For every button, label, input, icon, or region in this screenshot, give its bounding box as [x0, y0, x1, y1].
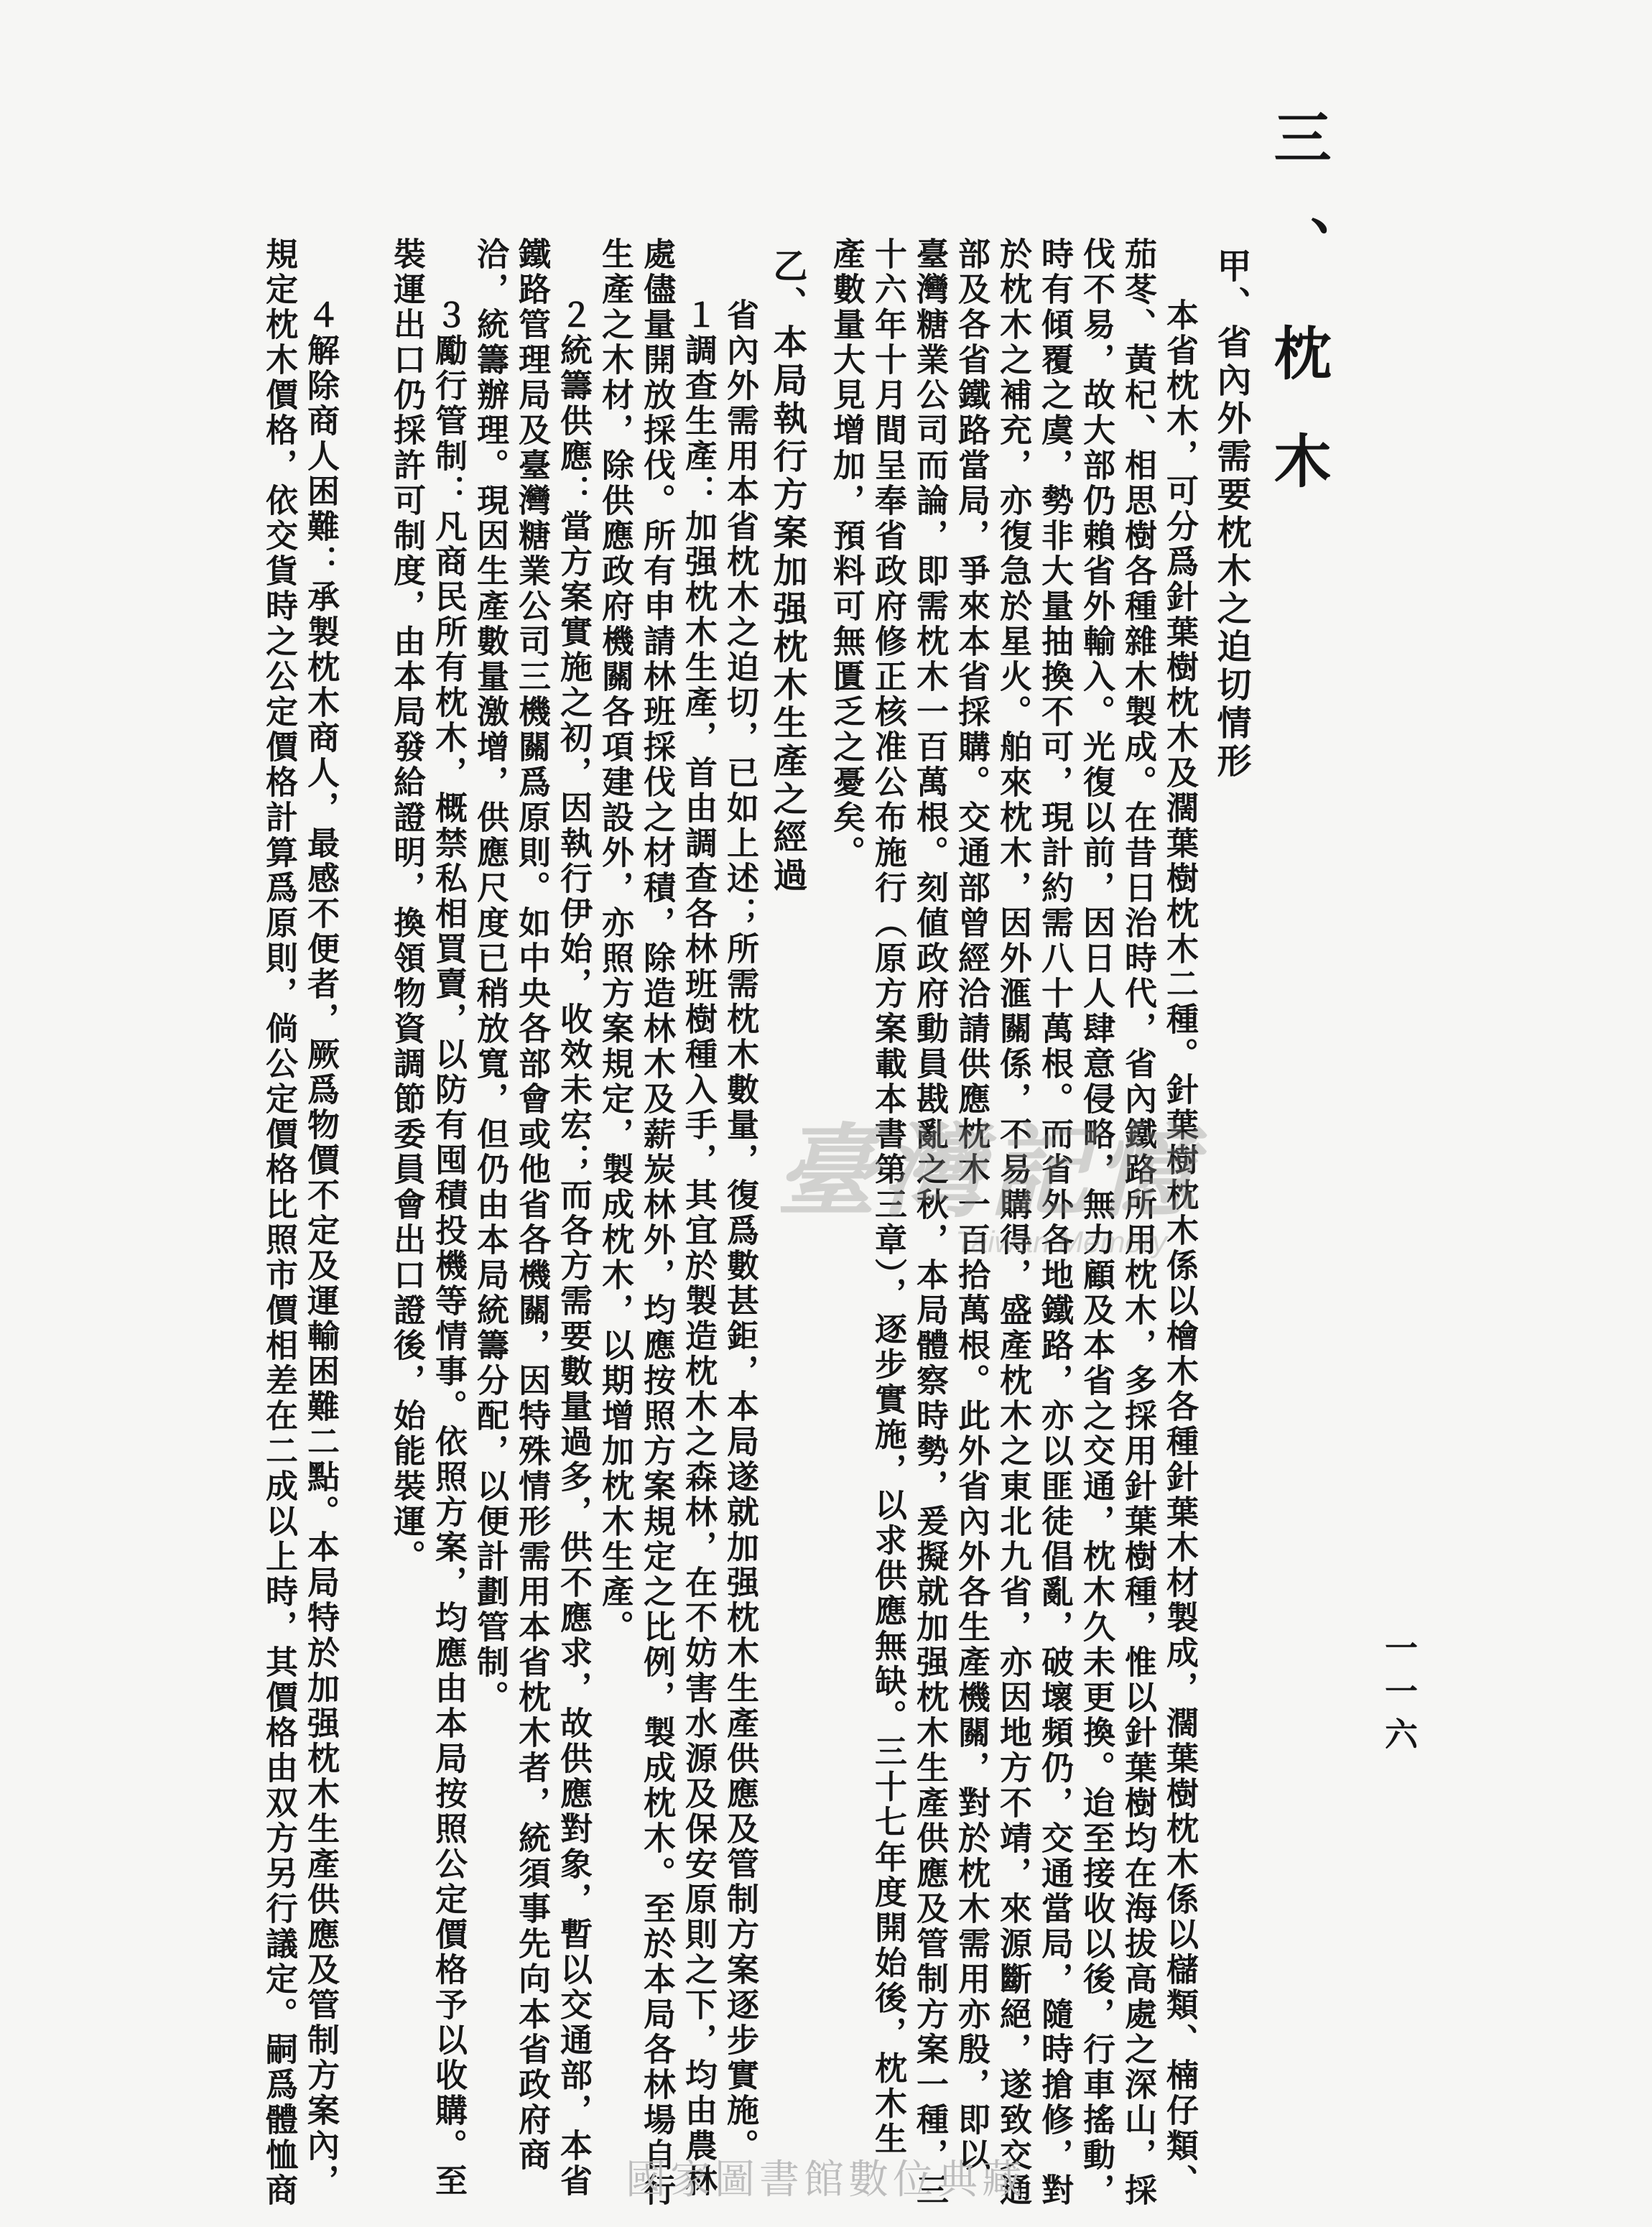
section-a-line-9: 產數量大見增加，預料可無匱乏之憂矣。 [827, 237, 866, 871]
footer-collection-label: 國家圖書館數位典藏 [626, 2157, 1026, 2203]
section-a-line-2: 茄苳、黃杞、相思樹各種雜木製成。在昔日治時代，省內鐵路所用枕木，多採用針葉樹種，惟以針葉樹均在海拔高處之深山，採 [1119, 237, 1157, 2208]
watermark-latin: Taiwan Memory [955, 1225, 1167, 1259]
section-b-line-4: 生產之木材，除供應政府機關各項建設外，亦照方案規定，製成枕木，以期增加枕木生產。 [596, 237, 634, 1645]
section-b-heading: 乙、本局執行方案加强枕木生產之經過 [767, 248, 807, 895]
section-b-line-3: 處儘量開放採伐。所有申請林班採伐之材積，除造林木及薪炭林外，均應按照方案規定之比例，製成枕木。至於本局各林場自行 [638, 237, 676, 2208]
section-b-line-9: 裝運出口仍採許可制度，由本局發給證明，換領物資調節委員會出口證後，始能裝運。 [388, 237, 426, 1575]
section-a-line-4: 時有傾覆之虞，勢非大量抽換不可，現計約需八十萬根。而省外各地鐵路，亦以匪徒倡亂，破壞頻仍，交通當局，隨時搶修，對 [1036, 237, 1074, 2208]
section-b-line-2: １調查生產：加强枕木生產，首由調查各林班樹種入手，其宜於製造枕木之森林，在不妨害水源及保安原則之下，均由農林 [679, 298, 718, 2199]
section-b-line-11: 規定枕木價格，依交貨時之公定價格計算爲原則，倘公定價格比照市價相差在二成以上時，其價格由双方另行議定。嗣爲體恤商 [260, 237, 298, 2208]
section-a-line-1: 本省枕木，可分爲針葉樹枕木及濶葉樹枕木二種。針葉樹枕木係以檜木各種針葉木材製成，濶葉樹枕木係以櫧類、楠仔類、 [1161, 298, 1199, 2199]
chapter-title: 三、枕木 [1264, 108, 1332, 539]
section-a-line-5: 於枕木之補充，亦復急於星火。舶來枕木，因外滙關係，不易購得，盛產枕木之東北九省，亦因地方不靖，來源斷絕，遂致交通 [994, 237, 1032, 2208]
section-b-line-1: 省內外需用本省枕木之迫切，已如上述；所需枕木數量，復爲數甚鉅，本局遂就加强枕木生產供應及管制方案逐步實施。 [721, 298, 759, 2164]
section-b-line-7: 洽，統籌辦理。現因生產數量激增，供應尺度已稍放寬，但仍由本局統籌分配，以便計劃管制。 [471, 237, 509, 1716]
section-b-line-6: 鐵路管理局及臺灣糖業公司三機關爲原則。如中央各部會或他省各機關，因特殊情形需用本省枕木者，統須事先向本省政府商 [513, 237, 551, 2173]
section-a-line-3: 伐不易，故大部仍賴省外輸入。光復以前，因日人肆意侵略，無力顧及本省之交通，枕木久未更換。迨至接收以後，行車搖動， [1077, 237, 1115, 2208]
section-a-line-7: 臺灣糖業公司而論，即需枕木一百萬根。刻値政府動員戡亂之秋，本局體察時勢，爰擬就加强枕木生產供應及管制方案一種，三 [911, 237, 949, 2208]
section-a-heading: 甲、省內外需要枕木之迫切情形 [1211, 248, 1251, 781]
section-b-line-5: ２統籌供應：當方案實施之初，因執行伊始，收效未宏；而各方需要數量過多，供不應求，故供應對象，暫以交通部，本省 [554, 298, 593, 2199]
page-number: 一一六 [1380, 1631, 1419, 1760]
section-b-line-10: ４解除商人困難：承製枕木商人，最感不便者，厥爲物價不定及運輸困難二點。本局特於加强枕木生產供應及管制方案內， [302, 298, 340, 2199]
section-a-line-6: 部及各省鐵路當局，爭來本省採購。交通部曾經洽請供應枕木一百拾萬根。此外省內外各生產機關，對於枕木需用亦殷，即以 [952, 237, 990, 2173]
watermark-chars: 臺灣記憶 [776, 1114, 1202, 1231]
section-b-line-8: ３勵行管制：凡商民所有枕木，概禁私相買賣，以防有囤積投機等情事。依照方案，均應由本局按照公定價格予以收購。至 [430, 298, 468, 2199]
section-a-line-8: 十六年十月間呈奉省政府修正核准公布施行（原方案載本書第三章），逐步實施，以求供應無缺。三十七年度開始後，枕木生 [869, 237, 907, 2157]
